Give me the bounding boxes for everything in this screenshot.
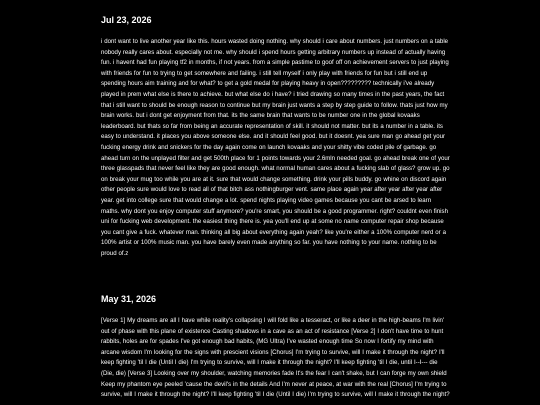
journal-entry — [101, 14, 451, 259]
entry-body: [Verse 1] My dreams are all I have while reality's collapsing I will fold like a tesseract, or like a deer in the high-beams I'm livin' out of phase with this plane of existence Casting shadows in a cave as an act of resistance [Verse 2] I don't have time to hunt rabbits, holes are for spades I've got enough bad habits, (MG Ultra) I've wasted enough time So now I fortify my mind with arcane wisdom I'm looking for the signs with prescient visions [Chorus] I'm trying to survive, will I make it through the night? I'll keep fighting 'til I die (Until I die) I'm trying to survive, will I make it through the night? I'll keep fighting 'til I die, until I--I--- die (Die, die) [Verse 3] Looking over my shoulder, watching memories fade It's the fear I can't shake, but I can forge my own shield Keep my phantom eye peeled 'cause the devil's in the details And I'm never at peace, at war with the real [Chorus] I'm trying to survive, will I make it through the night? I'll keep fighting 'til I die (Until I die) I'm trying to survive, will I make it through the night? — [101, 317, 450, 399]
entry-body: i dont want to live another year like this. hours wasted doing nothing. why should i care about numbers. just numbers on a table nobody really cares about. especially not me. why should i spend hours getting arbitrary numbers up instead of actually having fun. i havent had fun playing tf2 in months, if not years. from a simple pastime to goof off on achievement servers to just playing with friends for fun to trying to get somewhere and failing. i still tell myself i only play with friends for fun but i still end up spending hours aim training and for what? to get a gold medal for playing heavy in open????????? technically i've already played in prem what else is there to achieve. but what else do i have? i tried drawing so many times in the past years, the fact that i still want to should be enough reason to continue but my brain just wants a step by step guide to follow. thats just how my brain works. but i dont get enjoyment from that. its the same brain that wants to be number one in the global kovaaks leaderboard. but thats so far from being an accurate representation of skill. it should not matter. but its a number in a table. its easy to understand. it places you above someone else. and it should feel good. but it doesnt. yea sure man go ahead get your fucking energy drink and snickers for the day again come on launch kovaaks and your shitty vibe coded pile of garbage. go ahead turn on the unplayed filter and get 500th place for 1 points towards your 2.6mln needed goal. go ahead break one of your three glasspads that never feel like they are good enough. what normal human cares about a fucking slab of glass? grow up. go on break your mug too while you are at it. sure that would change something. drink your pills buddy. go whine on discord again other people sure would love to read all of that bitch ass nothingburger vent. same place again year after year after year after year. get into college sure that would change a lot. spend nights playing video games because you cant be arsed to learn maths. why dont you enjoy computer stuff anymore? you're smart, you should be a good programmer. right? couldnt even finish uni for fucking web development. the easiest thing there is. yea you'll end up at some no name computer repair shop because you cant give a fuck. whatever man. thinking all big about everything again yeah? like you're either a 100% computer nerd or a 100% artist or 100% music man. you have barely even made anything so far. you have nothing to your name. nothing to be proud of.z — [101, 38, 450, 257]
entry-date: Jul 23, 2026 — [101, 15, 152, 25]
entry-date: May 31, 2026 — [101, 294, 157, 304]
journal-entry — [101, 293, 451, 401]
